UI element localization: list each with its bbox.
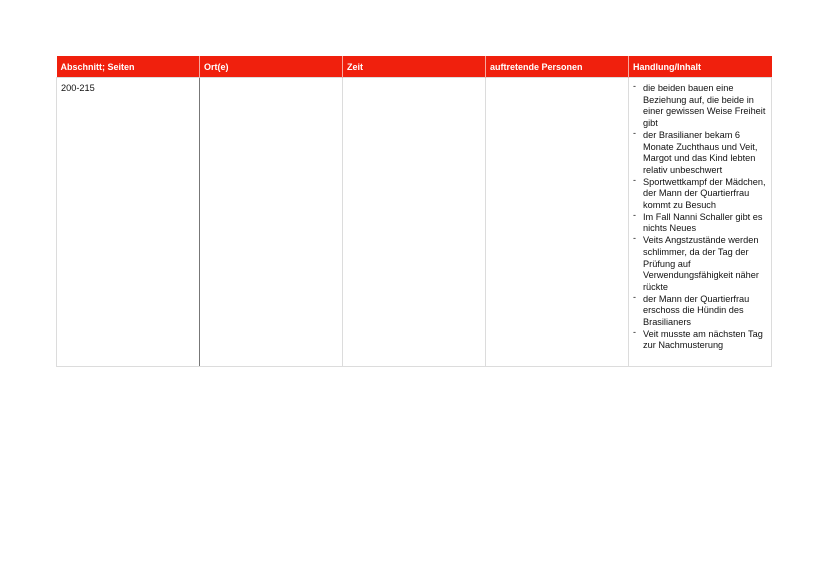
header-personen: auftretende Personen bbox=[486, 56, 629, 78]
cell-handlung[interactable] bbox=[629, 78, 772, 367]
cell-orte[interactable] bbox=[200, 78, 343, 367]
list-item bbox=[633, 209, 767, 235]
dash-bullet-icon: - bbox=[633, 127, 636, 138]
cell-abschnitt[interactable]: 200-215 bbox=[57, 78, 200, 367]
list-item bbox=[633, 235, 767, 294]
table-header-row bbox=[57, 56, 772, 78]
list-item bbox=[633, 326, 767, 352]
header-abschnitt: Abschnitt; Seiten bbox=[57, 56, 200, 78]
dash-bullet-icon: - bbox=[633, 233, 636, 244]
list-item-text: Im Fall Nanni Schaller gibt es nichts Neues bbox=[643, 211, 763, 234]
cell-zeit[interactable] bbox=[343, 78, 486, 367]
header-handlung: Handlung/Inhalt bbox=[629, 56, 772, 78]
list-item bbox=[633, 174, 767, 212]
header-orte: Ort(e) bbox=[200, 56, 343, 78]
list-item-text: die beiden bauen eine Beziehung auf, die beide in einer gewissen Weise Freiheit gibt bbox=[643, 83, 766, 129]
cell-personen[interactable] bbox=[486, 78, 629, 367]
table-row bbox=[57, 78, 772, 367]
dash-bullet-icon: - bbox=[633, 326, 636, 337]
list-item-text: Sportwettkampf der Mädchen, der Mann der Quartierfrau kommt zu Besuch bbox=[643, 176, 766, 211]
list-item-text: der Mann der Quartierfrau erschoss die Hündin des Brasilianers bbox=[643, 293, 750, 328]
list-item bbox=[633, 127, 767, 177]
summary-table bbox=[56, 56, 772, 367]
dash-bullet-icon: - bbox=[633, 209, 636, 220]
list-item bbox=[633, 291, 767, 329]
list-item-text: der Brasilianer bekam 6 Monate Zuchthaus und Veit, Margot und das Kind lebten relativ unbeschwert bbox=[643, 129, 758, 175]
dash-bullet-icon: - bbox=[633, 291, 636, 302]
list-item-text: Veits Angstzustände werden schlimmer, da der Tag der Prüfung auf Verwendungsfähigkeit näher rückte bbox=[643, 235, 759, 292]
summary-table-container bbox=[56, 56, 772, 367]
handlung-list bbox=[633, 83, 767, 352]
dash-bullet-icon: - bbox=[633, 81, 636, 91]
header-zeit: Zeit bbox=[343, 56, 486, 78]
list-item bbox=[633, 83, 767, 130]
dash-bullet-icon: - bbox=[633, 174, 636, 185]
list-item-text: Veit musste am nächsten Tag zur Nachmusterung bbox=[643, 328, 763, 351]
